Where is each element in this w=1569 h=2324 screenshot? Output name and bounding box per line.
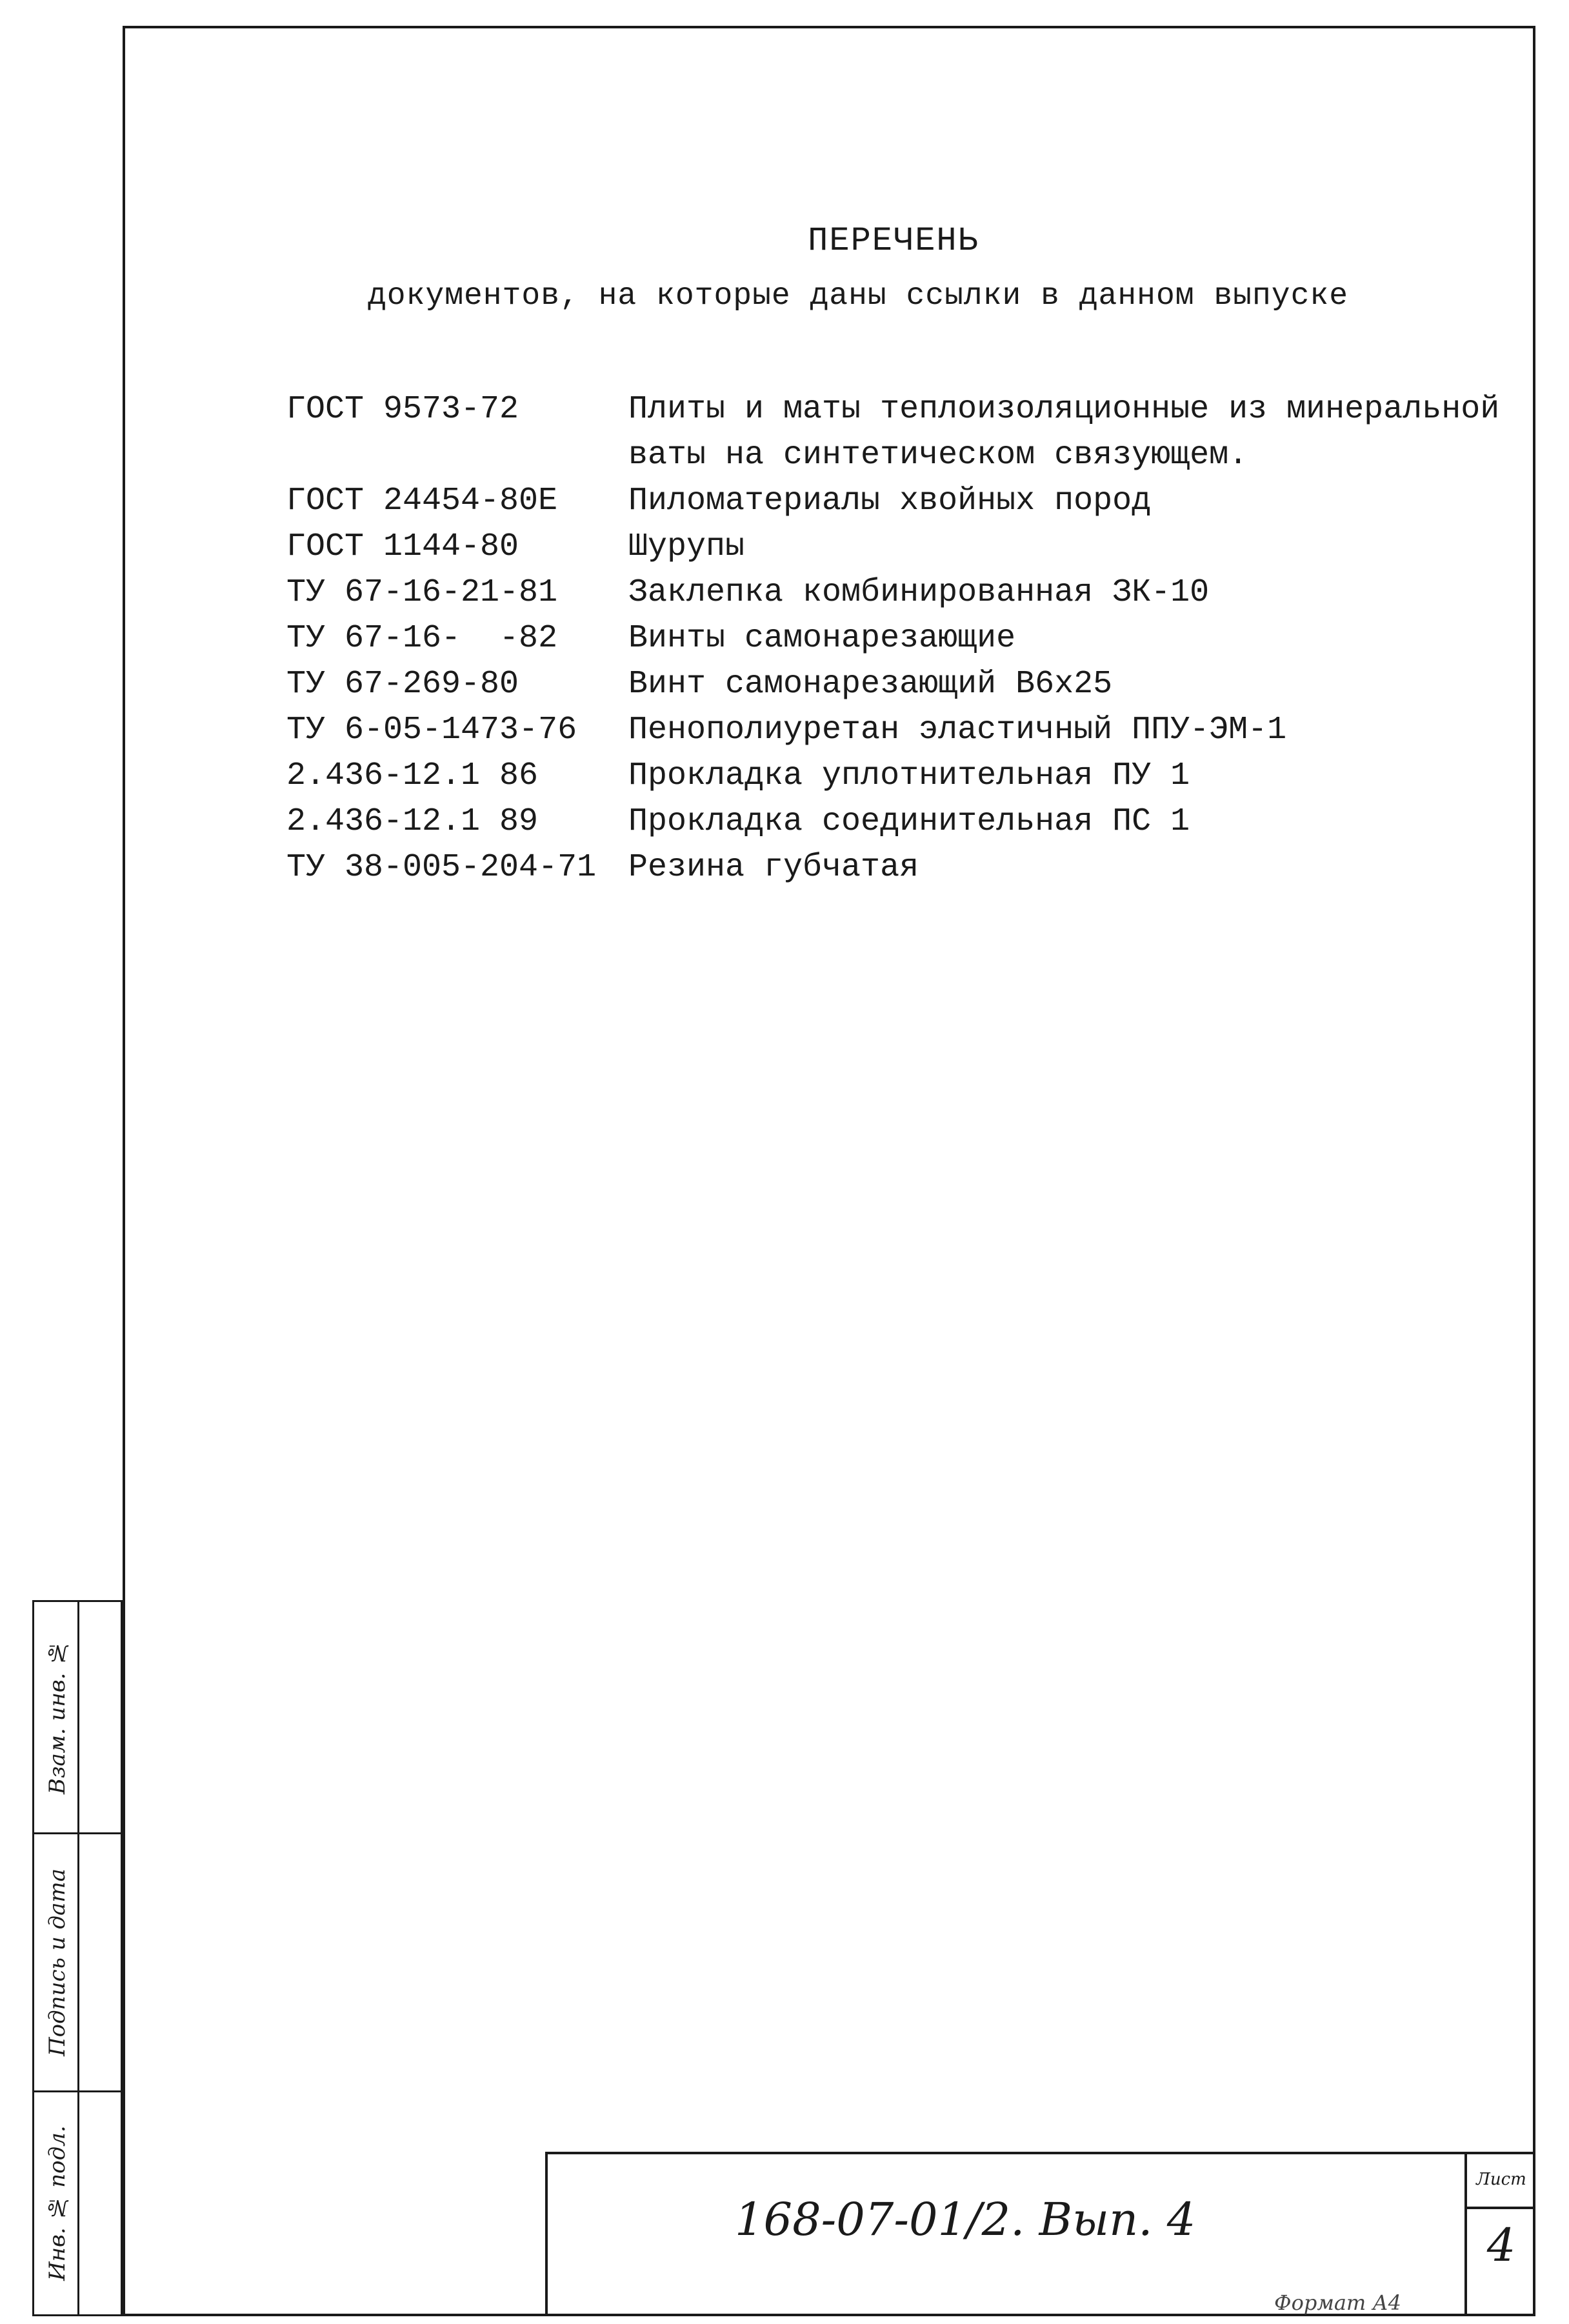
list-item — [286, 478, 1544, 524]
margin-label-inv-original: Инв. № подл. — [45, 2125, 70, 2281]
document-name: Шурупы — [628, 528, 745, 565]
document-code: ГОСТ 1144-80 — [286, 528, 519, 565]
document-name: Прокладка соединительная ПС 1 — [628, 803, 1190, 840]
document-subtitle: документов, на которые даны ссылки в данном выпуске — [367, 279, 1349, 314]
list-item — [286, 753, 1544, 799]
document-name: Заклепка комбинированная ЗК-10 — [628, 574, 1210, 611]
document-code: 2.436-12.1 86 — [286, 757, 539, 794]
margin-label-signature: Подпись и дата — [45, 1868, 70, 2056]
document-name: Резина губчатая — [628, 849, 919, 886]
document-code: ТУ 67-269-80 — [286, 666, 519, 703]
document-name: Винт самонарезающий В6х25 — [628, 666, 1113, 703]
list-item — [286, 661, 1544, 707]
list-item — [286, 386, 1544, 478]
margin-label-inv-replace: Взам. инв. № — [45, 1639, 70, 1795]
document-name: Пенополиуретан эластичный ППУ-ЭМ-1 — [628, 712, 1287, 748]
list-item — [286, 524, 1544, 570]
document-code: ГОСТ 9573-72 — [286, 391, 519, 428]
document-name: Прокладка уплотнительная ПУ 1 — [628, 757, 1190, 794]
list-item — [286, 799, 1544, 845]
document-code: ТУ 67-16-21-81 — [286, 574, 558, 611]
document-code: ТУ 6-05-1473-76 — [286, 712, 577, 748]
sheet-label: Лист — [1467, 2154, 1535, 2209]
sheet-number-box — [1464, 2154, 1535, 2316]
list-item — [286, 845, 1544, 890]
list-item — [286, 707, 1544, 753]
margin-divider — [34, 1602, 79, 2314]
document-name: Винты самонарезающие — [628, 620, 1016, 657]
document-title: ПЕРЕЧЕНЬ — [808, 222, 979, 260]
list-item — [286, 616, 1544, 661]
document-code: 2.436-12.1 89 — [286, 803, 539, 840]
title-block-code: 168-07-01/2. Вып. 4 — [735, 2193, 1196, 2246]
document-name: Плиты и маты теплоизоляционные из минеральной ваты на синтетическом связующем. — [628, 391, 1500, 474]
document-code: ГОСТ 24454-80Е — [286, 483, 558, 519]
document-code: ТУ 38-005-204-71 — [286, 849, 597, 886]
document-sheet — [123, 26, 1535, 2316]
list-item — [286, 570, 1544, 616]
binding-margin-stamp — [32, 1600, 123, 2316]
document-list — [286, 386, 1544, 890]
format-note: Формат А4 — [1274, 2290, 1402, 2315]
document-code: ТУ 67-16- -82 — [286, 620, 558, 657]
sheet-number: 4 — [1486, 2219, 1516, 2272]
document-name: Пиломатериалы хвойных пород — [628, 483, 1152, 519]
